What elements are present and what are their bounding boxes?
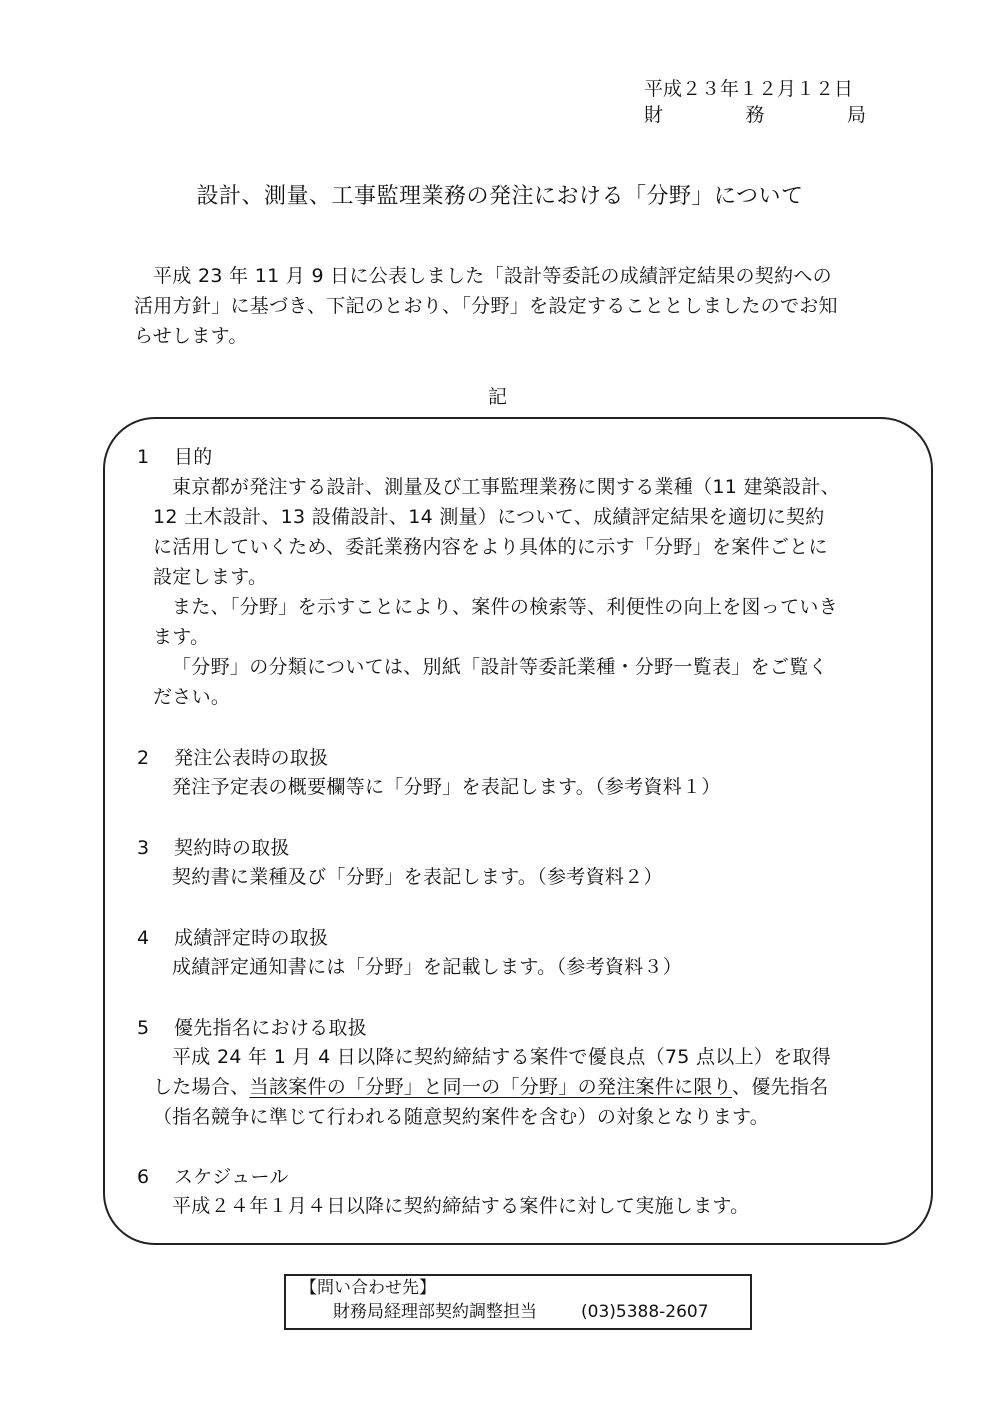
contact-heading: 【問い合わせ先】	[300, 1278, 436, 1298]
section-number: 4	[137, 927, 150, 949]
issuer-char: 財	[644, 104, 664, 126]
section-heading: 目的	[174, 446, 213, 468]
section-text: また、「分野」を示すことにより、案件の検索等、利便性の向上を図っていき	[172, 596, 839, 618]
intro-line: 活用方針」に基づき、下記のとおり、「分野」を設定することとしましたのでお知	[134, 295, 838, 317]
section-number: 3	[137, 837, 150, 859]
header-block	[644, 76, 866, 128]
document-title: 設計、測量、工事監理業務の発注における「分野」について	[196, 184, 804, 209]
underlined-text: 当該案件の「分野」と同一の「分野」の発注案件に限り	[249, 1076, 733, 1098]
section-text: 、優先指名	[732, 1076, 829, 1098]
section-text: ださい。	[153, 686, 231, 708]
issuer-char: 局	[846, 104, 866, 126]
section-text: 契約書に業種及び「分野」を表記します。（参考資料２）	[172, 866, 663, 888]
section-text: （指名競争に準じて行われる随意契約案件を含む）の対象となります。	[153, 1106, 770, 1128]
section-text: 発注予定表の概要欄等に「分野」を表記します。（参考資料１）	[172, 776, 721, 798]
intro-line: 平成 23 年 11 月 9 日に公表しました「設計等委託の成績評定結果の契約への	[153, 265, 832, 287]
section-text: ます。	[153, 626, 210, 648]
issuer-char: 務	[745, 104, 765, 126]
section-number: 6	[137, 1166, 150, 1188]
section-text: に活用していくため、委託業務内容をより具体的に示す「分野」を案件ごとに	[153, 536, 828, 558]
contact-department: 財務局経理部契約調整担当	[333, 1302, 537, 1322]
section-text: 平成 24 年 1 月 4 日以降に契約締結する案件で優良点（75 点以上）を取得	[172, 1046, 832, 1068]
section-heading: 成績評定時の取扱	[174, 927, 329, 949]
section-text: 成績評定通知書には「分野」を記載します。（参考資料３）	[172, 956, 683, 978]
contact-phone: (03)5388-2607	[581, 1302, 709, 1322]
section-text-line	[153, 1073, 829, 1101]
section-number: 2	[137, 747, 150, 769]
issuer-name	[644, 102, 866, 128]
section-text: 「分野」の分類については、別紙「設計等委託業種・分野一覧表」をご覧く	[172, 656, 828, 678]
section-heading: 優先指名における取扱	[174, 1017, 368, 1039]
section-text: 12 土木設計、13 設備設計、14 測量）について、成績評定結果を適切に契約	[153, 506, 825, 528]
ki-marker: 記	[488, 386, 508, 408]
issue-date: 平成２３年１２月１２日	[644, 78, 854, 100]
section-heading: 発注公表時の取扱	[174, 747, 329, 769]
section-text: 設定します。	[153, 566, 268, 588]
section-heading: 契約時の取扱	[174, 837, 290, 859]
section-heading: スケジュール	[174, 1166, 289, 1188]
section-text: した場合、	[153, 1076, 250, 1098]
section-number: 5	[137, 1017, 150, 1039]
section-text: 平成２４年１月４日以降に契約締結する案件に対して実施します。	[172, 1195, 750, 1217]
intro-line: らせします。	[134, 325, 248, 347]
section-text: 東京都が発注する設計、測量及び工事監理業務に関する業種（11 建築設計、	[172, 476, 841, 498]
section-number: 1	[137, 446, 150, 468]
